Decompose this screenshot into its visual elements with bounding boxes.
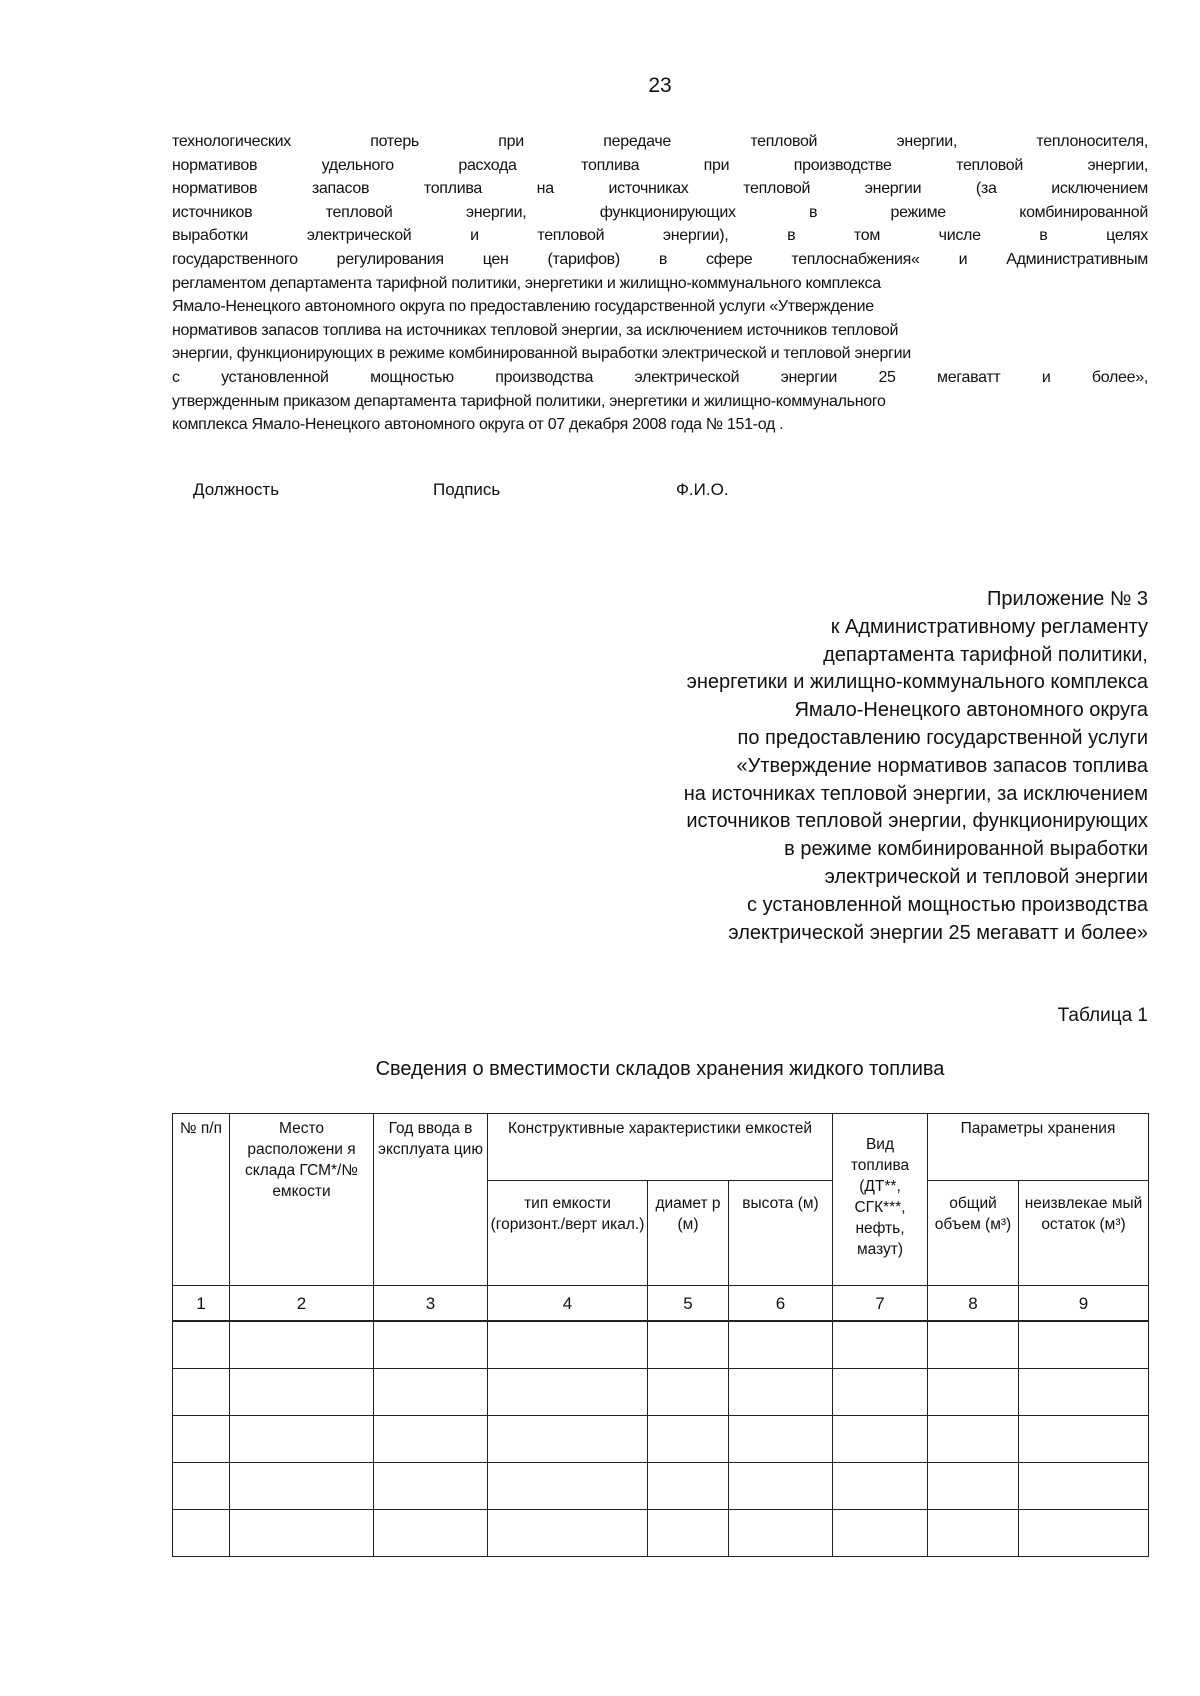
body-line: утвержденным приказом департамента тарифной политики, энергетики и жилищно-коммунального bbox=[172, 392, 886, 410]
body-line: источников тепловой энергии, функционирующих в режиме комбинированной bbox=[172, 203, 1148, 221]
header-fuel-type: Вид топлива (ДТ**, СГК***, нефть, мазут) bbox=[833, 1114, 928, 1286]
body-line: нормативов запасов топлива на источниках тепловой энергии, за исключением источников тепловой bbox=[172, 321, 899, 339]
col-number: 4 bbox=[488, 1286, 648, 1322]
appendix-line: с установленной мощностью производства bbox=[747, 893, 1148, 916]
signature-sign: Подпись bbox=[433, 480, 501, 499]
table-title: Сведения о вместимости складов хранения жидкого топлива bbox=[375, 1058, 945, 1080]
table-label: Таблица 1 bbox=[1057, 1005, 1148, 1026]
appendix-line: в режиме комбинированной выработки bbox=[784, 838, 1148, 861]
header-construction: Конструктивные характеристики емкостей bbox=[488, 1114, 833, 1181]
fuel-storage-table bbox=[172, 1113, 1149, 1557]
header-volume: общий объем (м³) bbox=[928, 1181, 1019, 1286]
body-line: Ямало-Ненецкого автономного округа по предоставлению государственной услуги «Утверждение bbox=[172, 298, 874, 316]
header-place: Место расположени я склада ГСМ*/№ емкости bbox=[230, 1114, 374, 1286]
appendix-line: Ямало-Ненецкого автономного округа bbox=[794, 699, 1148, 722]
body-line: регламентом департамента тарифной политики, энергетики и жилищно-коммунального комплекса bbox=[172, 274, 881, 292]
body-line: технологических потерь при передаче тепловой энергии, теплоносителя, bbox=[172, 133, 1148, 150]
header-residue: неизвлекае мый остаток (м³) bbox=[1019, 1181, 1149, 1286]
body-line: нормативов удельного расхода топлива при производстве тепловой энергии, bbox=[172, 156, 1148, 174]
col-number: 1 bbox=[173, 1286, 230, 1322]
table-row bbox=[173, 1416, 1149, 1463]
col-number: 7 bbox=[833, 1286, 928, 1322]
table-row bbox=[173, 1463, 1149, 1510]
header-storage: Параметры хранения bbox=[928, 1114, 1149, 1181]
appendix-line: на источниках тепловой энергии, за исключением bbox=[683, 782, 1148, 805]
appendix-line: департамента тарифной политики, bbox=[823, 643, 1148, 666]
col-number: 8 bbox=[928, 1286, 1019, 1322]
appendix-line: к Административному регламенту bbox=[830, 615, 1148, 638]
col-number: 9 bbox=[1019, 1286, 1149, 1322]
table-row bbox=[173, 1510, 1149, 1557]
body-line: энергии, функционирующих в режиме комбинированной выработки электрической и тепловой энергии bbox=[172, 345, 911, 363]
col-number: 3 bbox=[374, 1286, 488, 1322]
body-line: нормативов запасов топлива на источниках тепловой энергии (за исключением bbox=[172, 180, 1148, 198]
body-line: выработки электрической и тепловой энергии), в том числе в целях bbox=[172, 227, 1148, 245]
appendix-line: электрической энергии 25 мегаватт и более» bbox=[728, 921, 1148, 944]
header-num: № п/п bbox=[173, 1114, 230, 1286]
appendix-heading bbox=[684, 586, 1148, 947]
appendix-line: по предоставлению государственной услуги bbox=[737, 726, 1148, 749]
body-line: с установленной мощностью производства электрической энергии 25 мегаватт и более», bbox=[172, 368, 1148, 386]
body-paragraph bbox=[172, 130, 1148, 437]
col-number: 2 bbox=[230, 1286, 374, 1322]
table-row bbox=[173, 1369, 1149, 1416]
page-number: 23 bbox=[648, 74, 672, 97]
header-height: высота (м) bbox=[729, 1181, 833, 1286]
table-row bbox=[173, 1321, 1149, 1369]
header-diameter: диамет р (м) bbox=[648, 1181, 729, 1286]
body-line: государственного регулирования цен (тарифов) в сфере теплоснабжения« и Административным bbox=[172, 250, 1148, 268]
signature-position: Должность bbox=[193, 480, 280, 499]
appendix-line: Приложение № 3 bbox=[987, 588, 1148, 610]
signature-name: Ф.И.О. bbox=[676, 480, 729, 499]
header-year: Год ввода в эксплуата цию bbox=[374, 1114, 488, 1286]
appendix-line: «Утверждение нормативов запасов топлива bbox=[736, 754, 1148, 777]
body-line: комплекса Ямало-Ненецкого автономного округа от 07 декабря 2008 года № 151-од . bbox=[172, 416, 784, 434]
appendix-line: источников тепловой энергии, функционирующих bbox=[686, 810, 1148, 833]
appendix-line: энергетики и жилищно-коммунального комплекса bbox=[686, 671, 1148, 694]
header-tank-type: тип емкости (горизонт./верт икал.) bbox=[488, 1181, 648, 1286]
col-number: 6 bbox=[729, 1286, 833, 1322]
appendix-line: электрической и тепловой энергии bbox=[824, 865, 1148, 888]
col-number: 5 bbox=[648, 1286, 729, 1322]
